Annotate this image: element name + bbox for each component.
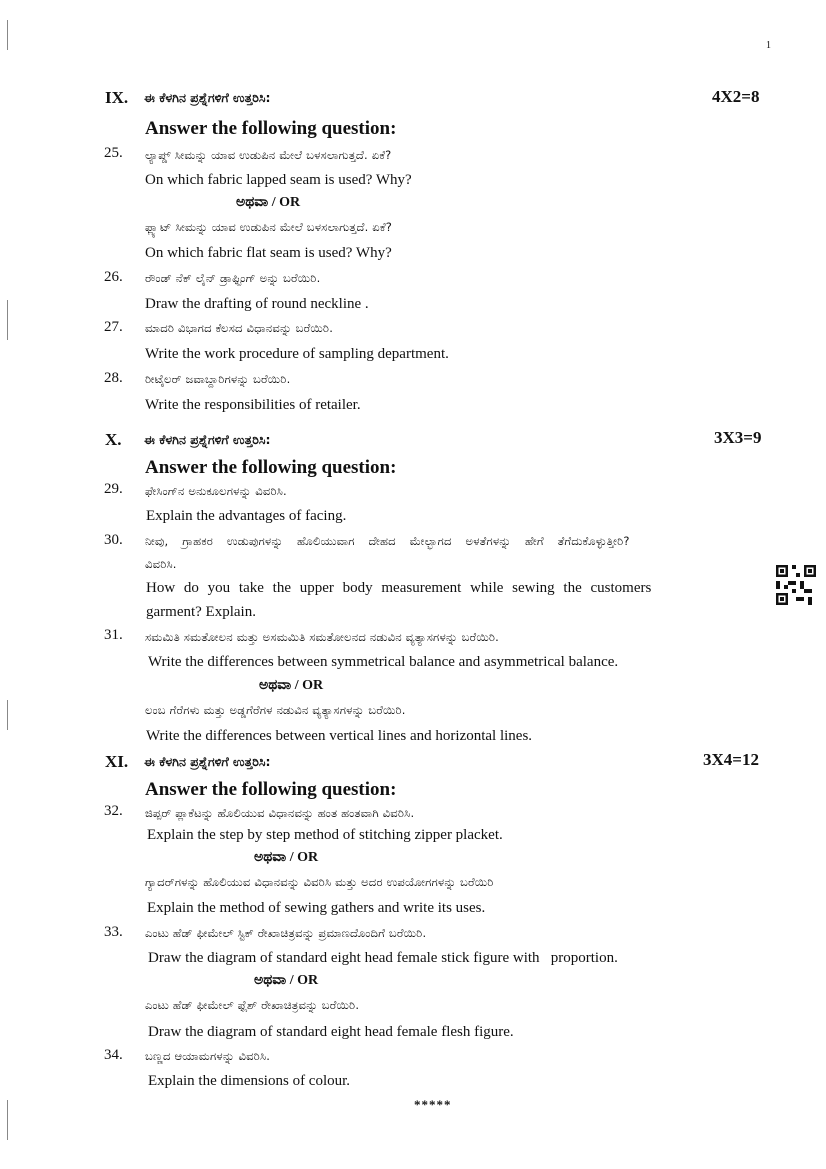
question-english: Draw the drafting of round neckline . <box>145 296 369 312</box>
question-alt-english: Explain the method of sewing gathers and write its uses. <box>147 900 486 916</box>
section-xi-heading: Answer the following question: <box>145 779 397 800</box>
question-alt-kannada: ಲಂಬ ಗೆರೆಗಳು ಮತ್ತು ಅಡ್ಡಗೆರೆಗಳ ನಡುವಿನ ವ್ಯತ್ಯಾಸಗಳನ್ನು ಬರೆಯಿರಿ. <box>145 703 406 717</box>
question-english: Explain the advantages of facing. <box>146 508 347 524</box>
question-alt-english: Write the differences between vertical lines and horizontal lines. <box>146 728 533 744</box>
question-number: 26. <box>104 269 123 285</box>
section-xi-number: XI. <box>105 752 129 771</box>
qr-code <box>776 565 816 605</box>
question-number: 34. <box>104 1047 123 1063</box>
question-kannada: ಜಿಪ್ಪರ್ ಪ್ಲಾಕೆಟನ್ನು ಹೊಲಿಯುವ ವಿಧಾನವನ್ನು ಹಂತ ಹಂತವಾಗಿ ವಿವರಿಸಿ. <box>145 806 415 820</box>
question-number: 33. <box>104 924 123 940</box>
question-kannada-line1: ನೀವು, ಗ್ರಾಹಕರ ಉಡುಪುಗಳನ್ನು ಹೊಲಿಯುವಾಗ ದೇಹದ ಮೇಲ್ಭಾಗದ ಅಳತೆಗಳನ್ನು ಹೇಗೆ ತೆಗೆದುಕೊಳ್ಳುತ್ತೀರಿ? <box>145 534 630 548</box>
section-x-number: X. <box>105 430 122 449</box>
question-kannada: ರೀಟೈಲರ್ ಜವಾಬ್ದಾರಿಗಳನ್ನು ಬರೆಯಿರಿ. <box>145 372 291 386</box>
question-english-line1: How do you take the upper body measurement while sewing the customers <box>146 580 652 596</box>
question-kannada: ಸಮಮಿತಿ ಸಮತೋಲನ ಮತ್ತು ಅಸಮಮಿತಿ ಸಮತೋಲನದ ನಡುವಿನ ವ್ಯತ್ಯಾಸಗಳನ್ನು ಬರೆಯಿರಿ. <box>145 630 499 644</box>
question-english: Draw the diagram of standard eight head female stick figure with proportion. <box>148 950 618 966</box>
or-label: ಅಥವಾ / OR <box>259 678 324 693</box>
section-ix-heading: Answer the following question: <box>145 118 397 139</box>
end-of-paper-stars: ***** <box>414 1097 452 1112</box>
section-ix-number: IX. <box>105 88 129 107</box>
question-english: Explain the dimensions of colour. <box>148 1073 351 1089</box>
section-ix-kannada-heading: ಈ ಕೆಳಗಿನ ಪ್ರಶ್ನೆಗಳಿಗೆ ಉತ್ತರಿಸಿ: <box>144 90 271 105</box>
section-x-heading: Answer the following question: <box>145 457 397 478</box>
question-alt-english: Draw the diagram of standard eight head female flesh figure. <box>148 1024 514 1040</box>
question-number: 30. <box>104 532 123 548</box>
question-alt-kannada: ಗ್ಯಾದರ್‌ಗಳನ್ನು ಹೊಲಿಯುವ ವಿಧಾನವನ್ನು ವಿವರಿಸಿ ಮತ್ತು ಅದರ ಉಪಯೋಗಗಳನ್ನು ಬರೆಯಿರಿ <box>145 875 494 889</box>
page-number: 1 <box>766 40 771 51</box>
question-number: 29. <box>104 481 123 497</box>
scan-edge-mark <box>7 20 8 50</box>
section-xi-marks: 3X4=12 <box>703 750 759 769</box>
question-kannada: ಬಣ್ಣದ ಆಯಾಮಗಳನ್ನು ವಿವರಿಸಿ. <box>145 1049 271 1063</box>
question-english: Write the responsibilities of retailer. <box>145 397 361 413</box>
question-english: Explain the step by step method of stitching zipper placket. <box>147 827 503 843</box>
section-x-marks: 3X3=9 <box>714 428 762 447</box>
question-english: Write the differences between symmetrical balance and asymmetrical balance. <box>148 654 619 670</box>
or-label: ಅಥವಾ / OR <box>254 850 319 865</box>
question-english-line2: garment? Explain. <box>146 604 256 620</box>
or-label: ಅಥವಾ / OR <box>236 195 301 210</box>
section-x-kannada-heading: ಈ ಕೆಳಗಿನ ಪ್ರಶ್ನೆಗಳಿಗೆ ಉತ್ತರಿಸಿ: <box>144 432 271 447</box>
question-english: Write the work procedure of sampling department. <box>145 346 449 362</box>
question-kannada: ಎಂಟು ಹೆಡ್ ಫೀಮೇಲ್ ಸ್ಟಿಕ್ ರೇಖಾಚಿತ್ರವನ್ನು ಪ್ರಮಾಣದೊಂದಿಗೆ ಬರೆಯಿರಿ. <box>145 926 427 940</box>
scan-edge-mark <box>7 300 8 340</box>
section-ix-marks: 4X2=8 <box>712 87 760 106</box>
scan-edge-mark <box>7 700 8 730</box>
question-number: 25. <box>104 145 123 161</box>
question-number: 27. <box>104 319 123 335</box>
question-kannada-line2: ವಿವರಿಸಿ. <box>145 557 177 571</box>
scan-edge-mark <box>7 1100 8 1140</box>
question-english: On which fabric lapped seam is used? Why? <box>145 172 412 188</box>
question-number: 28. <box>104 370 123 386</box>
question-alt-english: On which fabric flat seam is used? Why? <box>145 245 392 261</box>
question-alt-kannada: ಫ್ಲ್ಯಾಟ್ ಸೀಮನ್ನು ಯಾವ ಉಡುಪಿನ ಮೇಲೆ ಬಳಸಲಾಗುತ್ತದೆ. ಏಕೆ? <box>145 220 393 234</box>
question-kannada: ಫೇಸಿಂಗ್‌ನ ಅನುಕೂಲಗಳನ್ನು ವಿವರಿಸಿ. <box>145 484 287 498</box>
or-label: ಅಥವಾ / OR <box>254 973 319 988</box>
question-kannada: ಮಾದರಿ ವಿಭಾಗದ ಕೆಲಸದ ವಿಧಾನವನ್ನು ಬರೆಯಿರಿ. <box>145 321 334 335</box>
question-number: 31. <box>104 627 123 643</box>
question-number: 32. <box>104 803 123 819</box>
question-kannada: ಲ್ಯಾಪ್ಡ್ ಸೀಮನ್ನು ಯಾವ ಉಡುಪಿನ ಮೇಲೆ ಬಳಸಲಾಗುತ್ತದೆ. ಏಕೆ? <box>145 148 392 162</box>
question-kannada: ರೌಂಡ್ ನೆಕ್ ಲೈನ್ ಡ್ರಾಫ್ಟಿಂಗ್ ಅನ್ನು ಬರೆಯಿರಿ. <box>145 271 321 285</box>
section-xi-kannada-heading: ಈ ಕೆಳಗಿನ ಪ್ರಶ್ನೆಗಳಿಗೆ ಉತ್ತರಿಸಿ: <box>144 754 271 769</box>
question-alt-kannada: ಎಂಟು ಹೆಡ್ ಫೀಮೇಲ್ ಫ್ಲೆಶ್ ರೇಖಾಚಿತ್ರವನ್ನು ಬರೆಯಿರಿ. <box>145 998 360 1012</box>
